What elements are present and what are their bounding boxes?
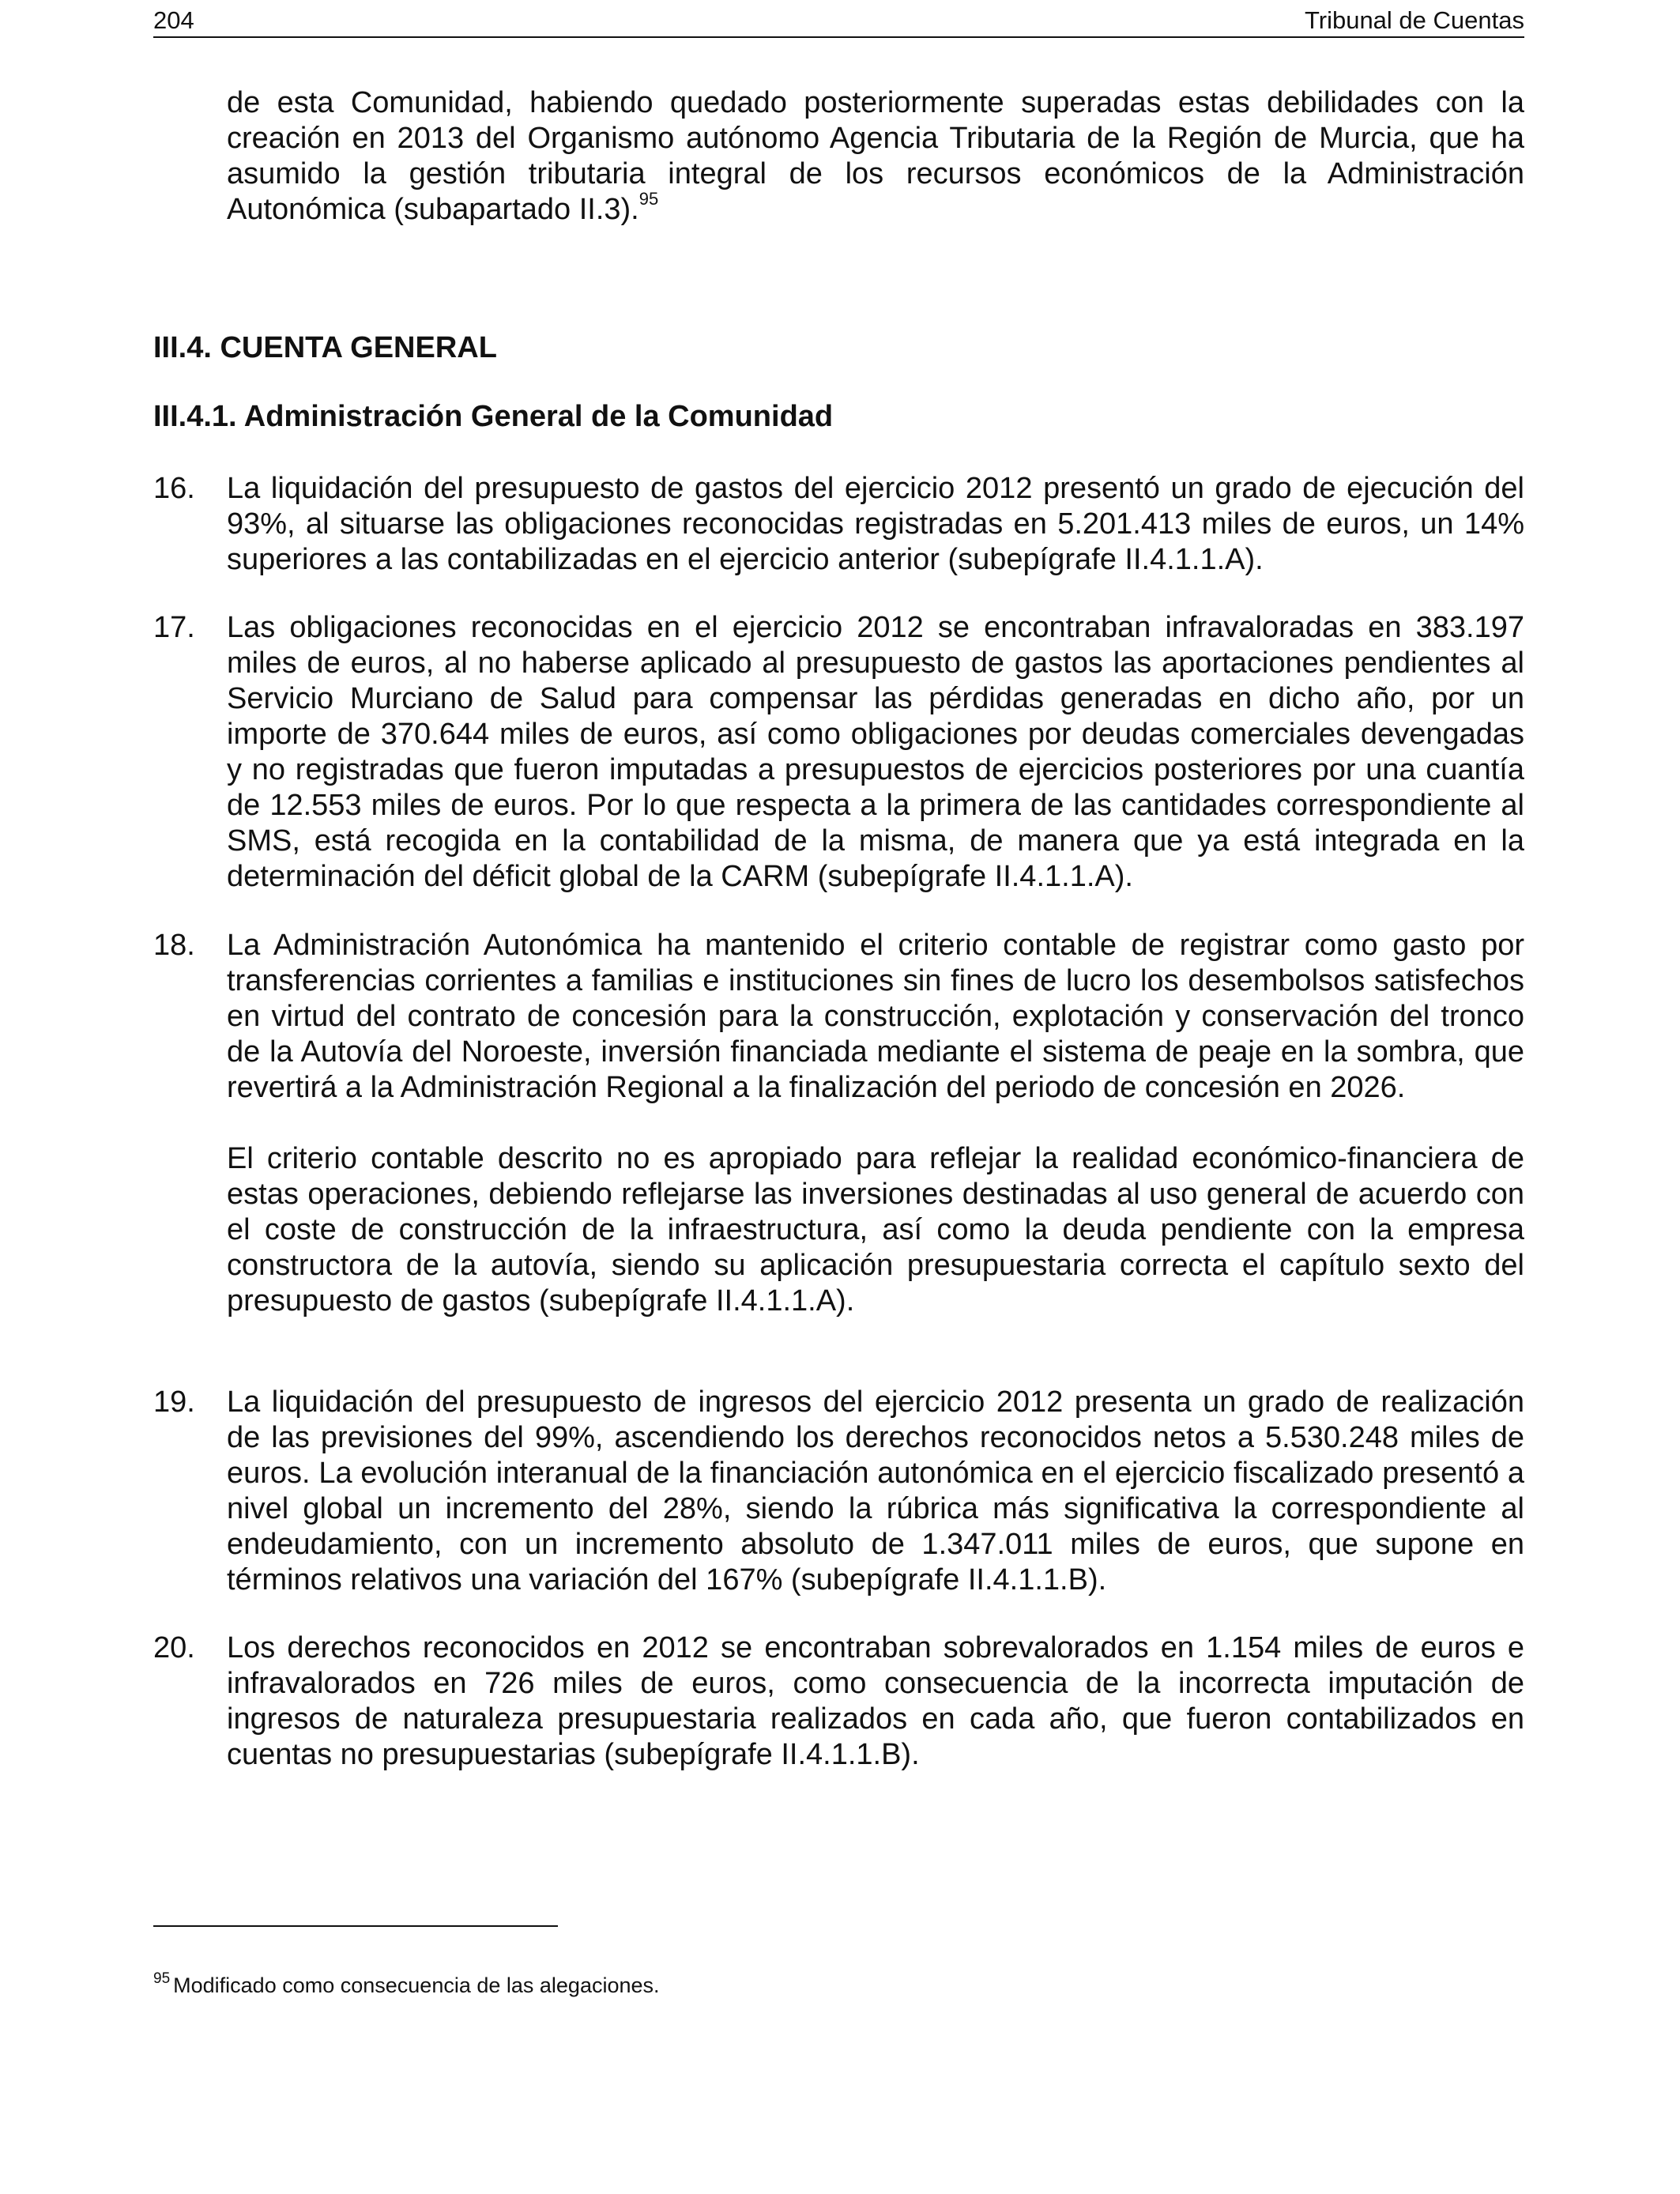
page-header xyxy=(153,5,1524,38)
list-item-16 xyxy=(153,471,1524,578)
intro-paragraph xyxy=(227,85,1524,228)
item-continuation-text: El criterio contable descrito no es apropiado para reflejar la realidad económico-financiera de estas operaciones, debiendo reflejarse las inversiones destinadas al uso general de acuerdo con el coste de construcción de la infraestructura, así como la deuda pendiente con la empresa constructora de la autovía, siendo su aplicación presupuestaria correcta el capítulo sexto del presupuesto de gastos (subepígrafe II.4.1.1.A). xyxy=(227,1142,1524,1318)
list-item-18 xyxy=(153,928,1524,1319)
list-item-20 xyxy=(153,1630,1524,1773)
item-number: 20. xyxy=(153,1631,195,1664)
footnote-separator xyxy=(153,1925,558,1927)
footnote-text: Modificado como consecuencia de las alegaciones. xyxy=(173,1973,660,1997)
list-item-19 xyxy=(153,1385,1524,1598)
item-number: 17. xyxy=(153,611,195,644)
item-text: Los derechos reconocidos en 2012 se encontraban sobrevalorados en 1.154 miles de euros e infravalorados en 726 miles de euros, como consecuencia de la incorrecta imputación de ingresos de naturaleza presupuestaria realizados en cada año, que fueron contabilizados en cuentas no presupuestarias (subepígrafe II.4.1.1.B). xyxy=(227,1631,1524,1771)
item-number: 19. xyxy=(153,1385,195,1419)
list-item-17 xyxy=(153,610,1524,895)
page-number: 204 xyxy=(153,6,194,34)
item-text: La Administración Autonómica ha mantenido el criterio contable de registrar como gasto por transferencias corrientes a familias e instituciones sin fines de lucro los desembolsos satisfechos en virtud del contrato de concesión para la construcción, explotación y conservación del tronco de la Autovía del Noroeste, inversión financiada mediante el sistema de peaje en la sombra, que revertirá a la Administración Regional a la finalización del periodo de concesión en 2026. xyxy=(227,929,1524,1104)
intro-text: de esta Comunidad, habiendo quedado posteriormente superadas estas debilidades con la creación en 2013 del Organismo autónomo Agencia Tributaria de la Región de Murcia, que ha asumido la gestión tributaria integral de los recursos económicos de la Administración Autonómica (subapartado II.3). xyxy=(227,86,1524,226)
section-heading: III.4. CUENTA GENERAL xyxy=(153,331,497,364)
running-title: Tribunal de Cuentas xyxy=(1304,6,1524,34)
item-text: La liquidación del presupuesto de ingresos del ejercicio 2012 presenta un grado de realización de las previsiones del 99%, ascendiendo los derechos reconocidos netos a 5.530.248 miles de euros. La evolución interanual de la financiación autonómica en el ejercicio fiscalizado presentó a nivel global un incremento del 28%, siendo la rúbrica más significativa la correspondiente al endeudamiento, con un incremento absoluto de 1.347.011 miles de euros, que supone en términos relativos una variación del 167% (subepígrafe II.4.1.1.B). xyxy=(227,1385,1524,1596)
footnote-number: 95 xyxy=(153,1970,171,1987)
item-text: La liquidación del presupuesto de gastos del ejercicio 2012 presentó un grado de ejecución del 93%, al situarse las obligaciones reconocidas registradas en 5.201.413 miles de euros, un 14% superiores a las contabilizadas en el ejercicio anterior (subepígrafe II.4.1.1.A). xyxy=(227,472,1524,576)
footnote xyxy=(153,1972,660,1999)
item-text: Las obligaciones reconocidas en el ejercicio 2012 se encontraban infravaloradas en 383.197 miles de euros, al no haberse aplicado al presupuesto de gastos las aportaciones pendientes al Servicio Murciano de Salud para compensar las pérdidas generadas en dicho año, por un importe de 370.644 miles de euros, así como obligaciones por deudas comerciales devengadas y no registradas que fueron imputadas a presupuestos de ejercicios posteriores por una cuantía de 12.553 miles de euros. Por lo que respecta a la primera de las cantidades correspondiente al SMS, está recogida en la contabilidad de la misma, de manera que ya está integrada en la determinación del déficit global de la CARM (subepígrafe II.4.1.1.A). xyxy=(227,611,1524,893)
subsection-heading: III.4.1. Administración General de la Comunidad xyxy=(153,400,834,433)
item-number: 18. xyxy=(153,929,195,962)
footnote-reference[interactable]: 95 xyxy=(638,189,659,209)
item-number: 16. xyxy=(153,472,195,505)
